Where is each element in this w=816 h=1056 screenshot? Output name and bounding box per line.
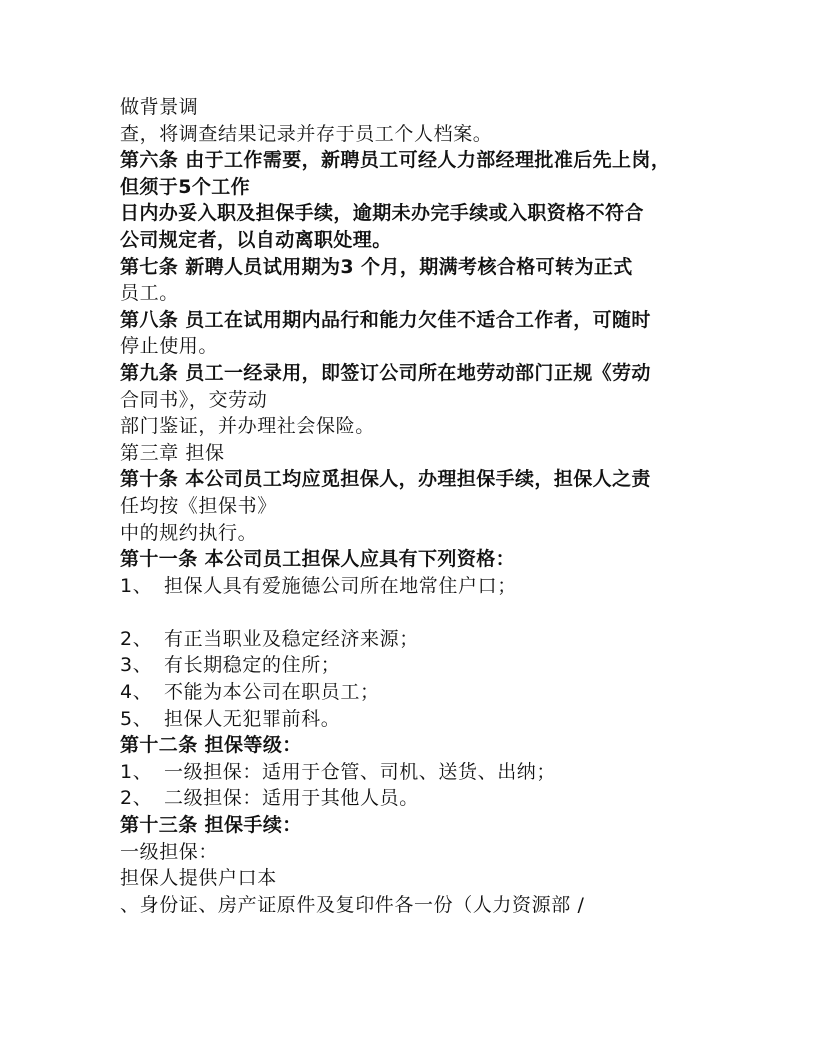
blank-line bbox=[120, 599, 720, 626]
text-line: 、身份证、房产证原件及复印件各一份（人力资源部 / bbox=[120, 893, 585, 916]
article-10: 第十条 本公司员工均应觅担保人，办理担保手续，担保人之责 bbox=[120, 468, 651, 491]
article-13: 第十三条 担保手续： bbox=[120, 814, 302, 837]
list-number: 2、 bbox=[120, 627, 153, 650]
list-item-text: 一级担保：适用于仓管、司机、送货、出纳； bbox=[164, 760, 557, 783]
list-item bbox=[120, 652, 720, 679]
list-item-text: 二级担保：适用于其他人员。 bbox=[164, 787, 419, 810]
article-7: 第七条 新聘人员试用期为3 个月，期满考核合格可转为正式 bbox=[120, 255, 633, 278]
list-item bbox=[120, 706, 720, 733]
text-line: 公司规定者，以自动离职处理。 bbox=[120, 228, 392, 251]
text-line: 查，将调查结果记录并存于员工个人档案。 bbox=[120, 122, 493, 145]
article-9: 第九条 员工一经录用，即签订公司所在地劳动部门正规《劳动 bbox=[120, 361, 651, 384]
list-item-text: 不能为本公司在职员工； bbox=[164, 681, 380, 704]
article-8: 第八条 员工在试用期内品行和能力欠佳不适合工作者，可随时 bbox=[120, 308, 651, 331]
article-6: 第六条 由于工作需要，新聘员工可经人力部经理批准后先上岗， bbox=[120, 149, 671, 172]
list-item-text: 担保人具有爱施德公司所在地常住户口； bbox=[164, 574, 517, 597]
list-item-text: 有正当职业及稳定经济来源； bbox=[164, 627, 419, 650]
document-body bbox=[120, 94, 720, 918]
text-line: 做背景调 bbox=[120, 96, 199, 118]
text-line: 部门鉴证，并办理社会保险。 bbox=[120, 415, 375, 438]
text-line: 员工。 bbox=[120, 282, 179, 305]
list-number: 2、 bbox=[120, 787, 153, 810]
list-item bbox=[120, 573, 720, 600]
chapter-3-heading: 第三章 担保 bbox=[120, 441, 225, 464]
list-item bbox=[120, 759, 720, 786]
article-12: 第十二条 担保等级： bbox=[120, 734, 302, 757]
list-item-text: 担保人无犯罪前科。 bbox=[164, 707, 341, 730]
text-line: 一级担保： bbox=[120, 840, 219, 863]
list-number: 5、 bbox=[120, 707, 153, 730]
list-number: 3、 bbox=[120, 654, 153, 677]
text-line: 任均按《担保书》 bbox=[120, 494, 277, 517]
list-item-text: 有长期稳定的住所； bbox=[164, 654, 341, 677]
list-number: 1、 bbox=[120, 574, 153, 597]
list-number: 4、 bbox=[120, 681, 153, 704]
list-item bbox=[120, 679, 720, 706]
text-line: 合同书》，交劳动 bbox=[120, 388, 268, 411]
text-line: 担保人提供户口本 bbox=[120, 867, 277, 890]
list-number: 1、 bbox=[120, 760, 153, 783]
list-item bbox=[120, 626, 720, 653]
text-line: 停止使用。 bbox=[120, 335, 219, 358]
text-line: 但须于5个工作 bbox=[120, 175, 251, 198]
text-line: 中的规约执行。 bbox=[120, 521, 258, 544]
text-line: 日内办妥入职及担保手续，逾期未办完手续或入职资格不符合 bbox=[120, 202, 644, 225]
article-11: 第十一条 本公司员工担保人应具有下列资格： bbox=[120, 548, 516, 571]
list-item bbox=[120, 785, 720, 812]
